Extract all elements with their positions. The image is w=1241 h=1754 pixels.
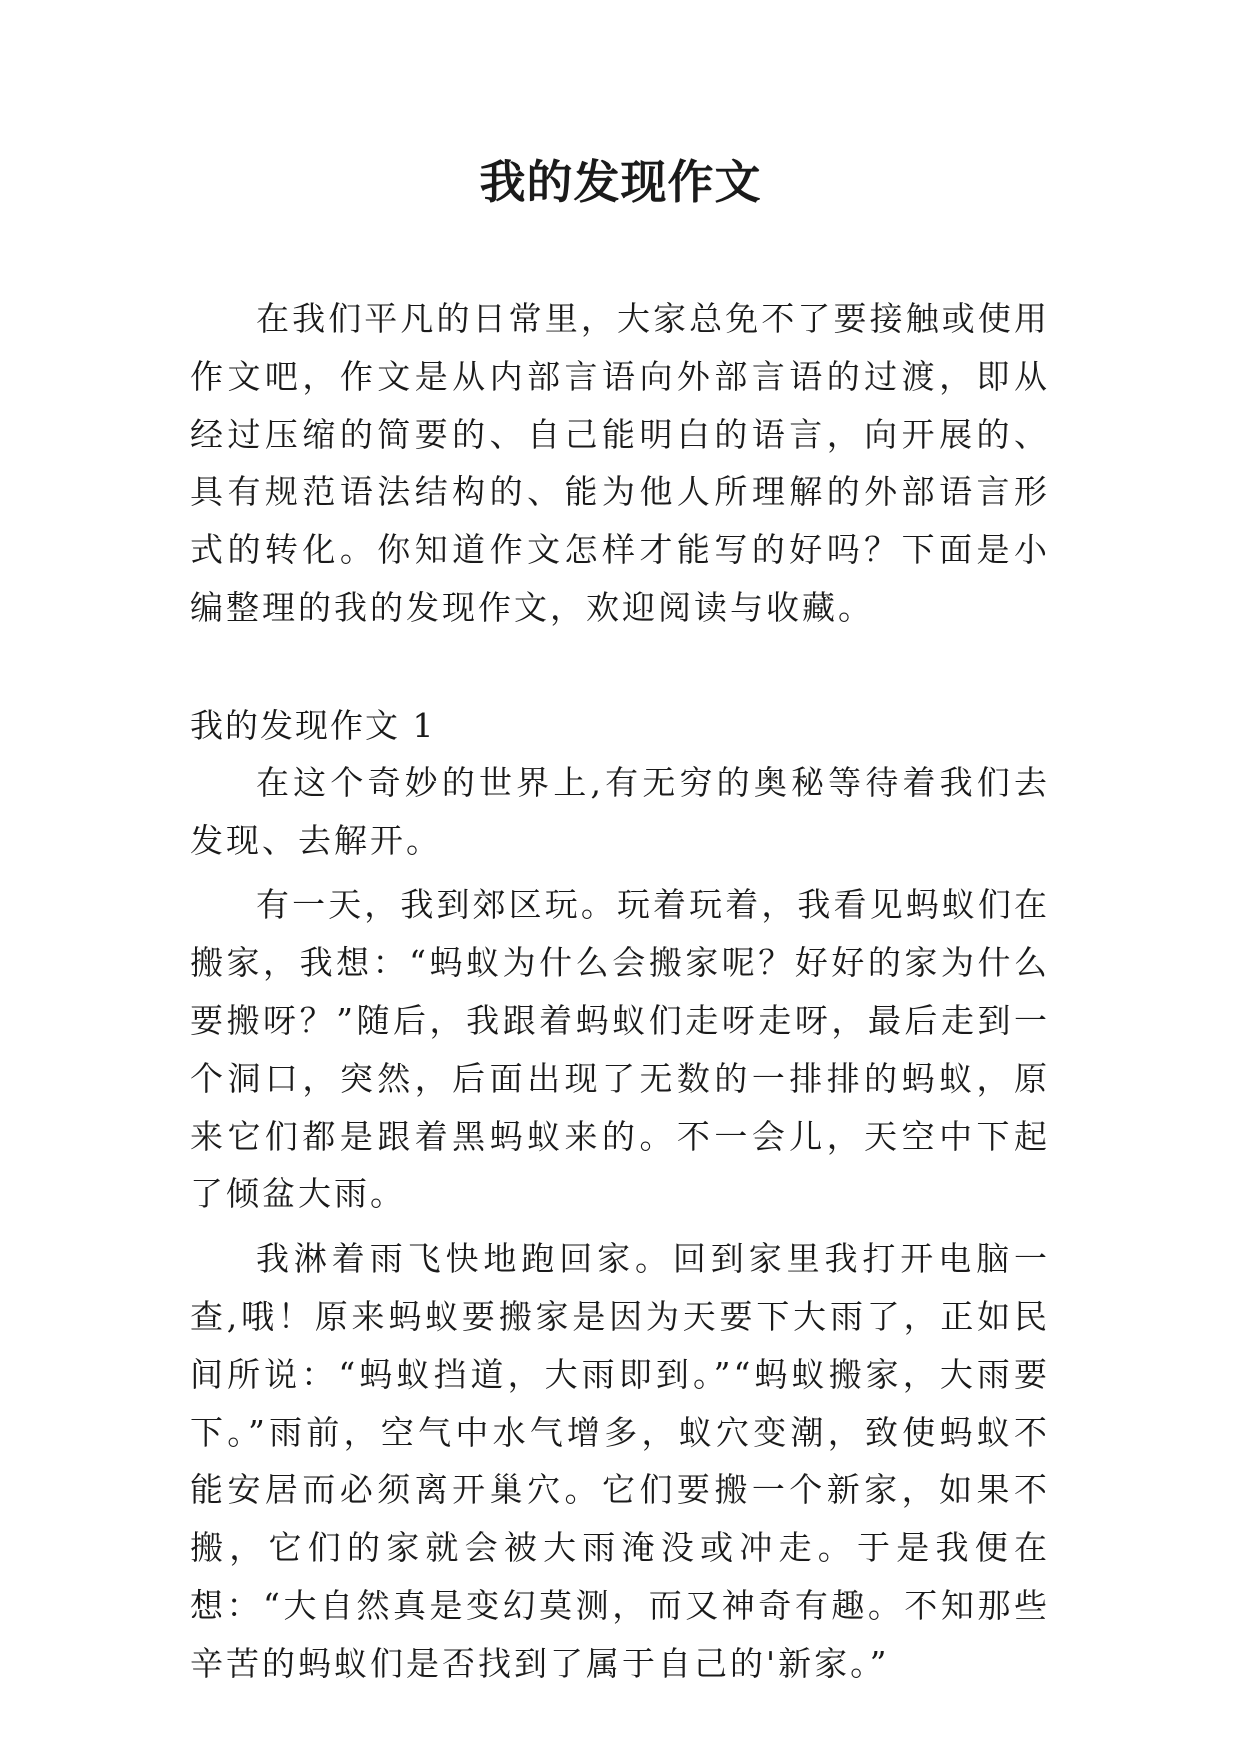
document-title: 我的发现作文 (479, 155, 762, 209)
body-paragraph-2: 有一天，我到郊区玩。玩着玩着，我看见蚂蚁们在搬家，我想：“蚂蚁为什么会搬家呢？好好的家为什么要搬呀？”随后，我跟着蚂蚁们走呀走呀，最后走到一个洞口，突然，后面出现了无数的一排排的蚂蚁，原来它们都是跟着黑蚂蚁来的。不一会儿，天空中下起了倾盆大雨。 (190, 885, 1050, 1214)
body-paragraph-3: 我淋着雨飞快地跑回家。回到家里我打开电脑一查,哦！原来蚂蚁要搬家是因为天要下大雨了，正如民间所说：“蚂蚁挡道，大雨即到。”“蚂蚁搬家，大雨要下。”雨前，空气中水气增多，蚁穴变潮，致使蚂蚁不能安居而必须离开巢穴。它们要搬一个新家，如果不搬，它们的家就会被大雨淹没或冲走。于是我便在想：“大自然真是变幻莫测，而又神奇有趣。不知那些辛苦的蚂蚁们是否找到了属于自己的'新家。” (190, 1239, 1050, 1683)
document-body (190, 290, 1050, 1700)
intro-paragraph: 在我们平凡的日常里，大家总免不了要接触或使用作文吧，作文是从内部言语向外部言语的过渡，即从经过压缩的简要的、自己能明白的语言，向开展的、具有规范语法结构的、能为他人所理解的外部语言形式的转化。你知道作文怎样才能写的好吗？下面是小编整理的我的发现作文，欢迎阅读与收藏。 (190, 299, 1050, 627)
body-paragraph-1: 在这个奇妙的世界上,有无穷的奥秘等待着我们去发现、去解开。 (190, 762, 1050, 860)
section-heading: 我的发现作文 1 (190, 705, 436, 745)
